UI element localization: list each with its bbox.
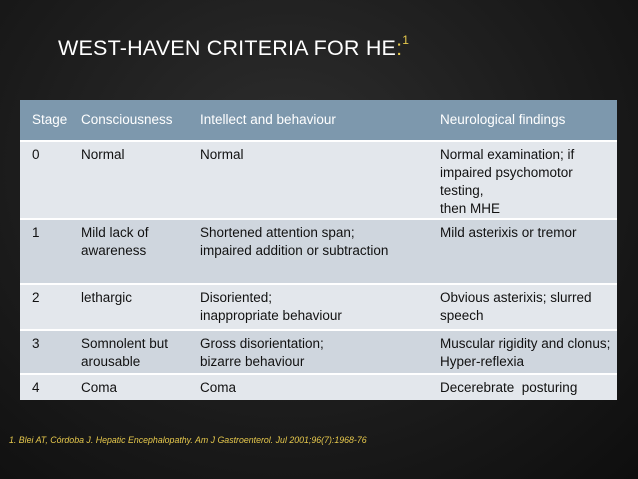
cell-line: Hyper-reflexia xyxy=(440,354,525,369)
cell-line: speech xyxy=(440,308,484,323)
consciousness-cell xyxy=(69,219,188,284)
stage-value: 2 xyxy=(32,290,40,305)
cell-line: Normal examination; if xyxy=(440,147,575,162)
cell-line: Coma xyxy=(81,380,118,395)
table-row xyxy=(20,330,617,374)
cell-line: Shortened attention span; xyxy=(200,225,355,240)
cell-line: Normal xyxy=(81,147,125,162)
cell-line: Obvious asterixis; slurred xyxy=(440,290,592,305)
intellect-cell xyxy=(188,374,428,400)
cell-line: Gross disorientation; xyxy=(200,336,324,351)
stage-cell xyxy=(20,284,69,330)
table-row xyxy=(20,284,617,330)
neuro-cell xyxy=(428,141,617,219)
table-row xyxy=(20,141,617,219)
west-haven-criteria-table xyxy=(20,100,617,400)
intellect-cell xyxy=(188,141,428,219)
neuro-cell xyxy=(428,330,617,374)
cell-line: awareness xyxy=(81,243,147,258)
cell-line: impaired addition or subtraction xyxy=(200,243,389,258)
cell-line: Normal xyxy=(200,147,244,162)
stage-value: 1 xyxy=(32,225,40,240)
cell-line: impaired psychomotor testing, xyxy=(440,165,573,198)
table-row xyxy=(20,374,617,400)
cell-line: arousable xyxy=(81,354,141,369)
stage-cell xyxy=(20,219,69,284)
slide-title-text: WEST-HAVEN CRITERIA FOR HE xyxy=(58,36,397,61)
neuro-cell xyxy=(428,284,617,330)
table-row xyxy=(20,219,617,284)
cell-line: Coma xyxy=(200,380,237,395)
consciousness-cell xyxy=(69,374,188,400)
consciousness-cell xyxy=(69,284,188,330)
stage-value: 4 xyxy=(32,380,40,395)
cell-line: Decerebrate posturing xyxy=(440,380,578,395)
stage-cell xyxy=(20,330,69,374)
intellect-cell xyxy=(188,330,428,374)
slide-title-colon: : xyxy=(396,36,403,61)
cell-line: Mild lack of xyxy=(81,225,149,240)
cell-line: then MHE xyxy=(440,201,501,216)
consciousness-cell xyxy=(69,330,188,374)
stage-cell xyxy=(20,141,69,219)
cell-line: Mild asterixis or tremor xyxy=(440,225,577,240)
neuro-cell xyxy=(428,219,617,284)
title-reference-superscript: 1 xyxy=(402,33,410,47)
consciousness-cell xyxy=(69,141,188,219)
header-neurological-findings: Neurological findings xyxy=(428,100,617,141)
cell-line: bizarre behaviour xyxy=(200,354,305,369)
cell-line: lethargic xyxy=(81,290,133,305)
stage-value: 3 xyxy=(32,336,40,351)
cell-line: Muscular rigidity and clonus; xyxy=(440,336,611,351)
header-intellect-behaviour: Intellect and behaviour xyxy=(188,100,428,141)
stage-value: 0 xyxy=(32,147,40,162)
intellect-cell xyxy=(188,284,428,330)
slide-title xyxy=(58,33,410,61)
cell-line: inappropriate behaviour xyxy=(200,308,342,323)
intellect-cell xyxy=(188,219,428,284)
neuro-cell xyxy=(428,374,617,400)
table-header-row xyxy=(20,100,617,141)
cell-line: Disoriented; xyxy=(200,290,273,305)
stage-cell xyxy=(20,374,69,400)
cell-line: Somnolent but xyxy=(81,336,169,351)
header-stage: Stage xyxy=(20,100,69,141)
reference-footnote: 1. Blei AT, Córdoba J. Hepatic Encephalopathy. Am J Gastroenterol. Jul 2001;96(7):1968-76 xyxy=(9,435,367,445)
header-consciousness: Consciousness xyxy=(69,100,188,141)
